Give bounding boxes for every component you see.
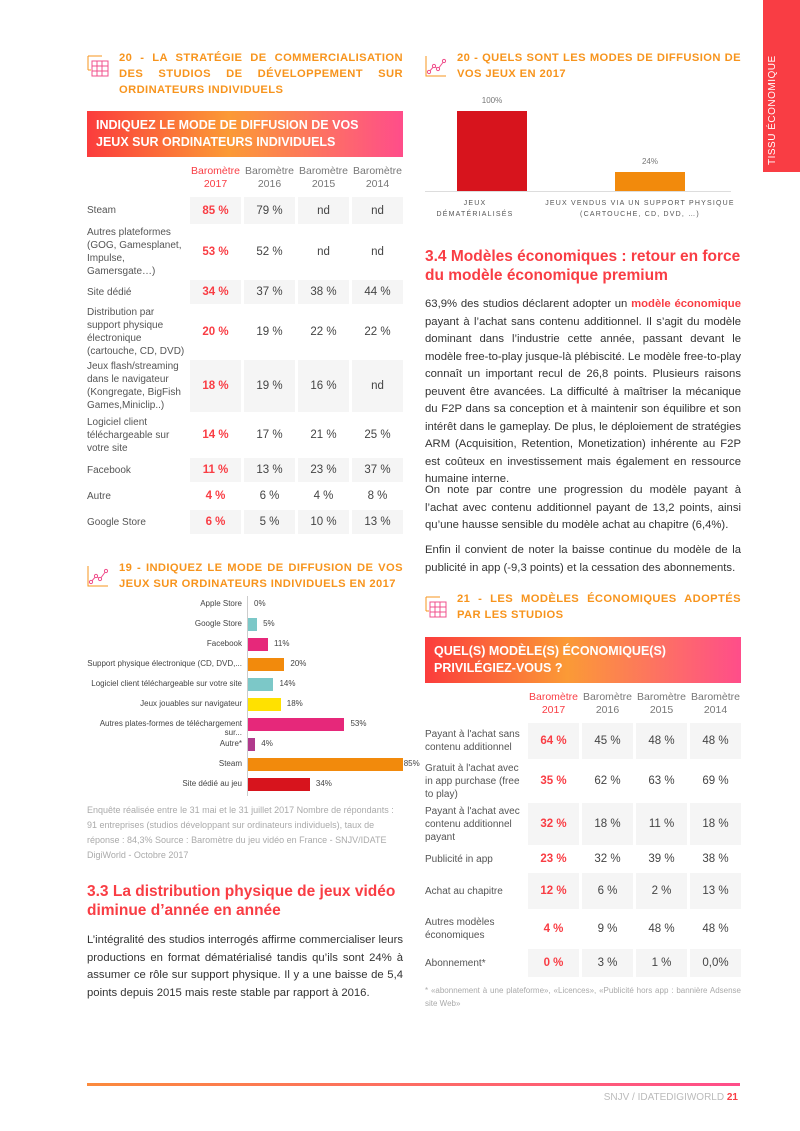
- category-label: JEUX VENDUS VIA UN SUPPORT PHYSIQUE (CARTOUCHE, CD, DVD, …): [545, 200, 735, 218]
- table-cell: nd: [317, 246, 330, 258]
- row-label: Payant à l'achat avec contenu additionnel payant: [425, 805, 520, 843]
- table-row: [87, 414, 403, 456]
- table-cell: 6 %: [190, 510, 241, 534]
- row-label: Steam: [87, 205, 116, 216]
- bar: [248, 678, 273, 691]
- table-row: [87, 226, 403, 278]
- table-cell: 6 %: [259, 490, 280, 502]
- table-cell: 35 %: [540, 775, 567, 787]
- table-cell: 3 %: [582, 949, 633, 977]
- chart-baseline: [425, 191, 731, 192]
- bar: [248, 718, 344, 731]
- figure-title: 21 - LES MODÈLES ÉCONOMIQUES ADOPTÉS PAR LES STUDIOS: [457, 593, 741, 621]
- figure-19-heading: [87, 560, 403, 592]
- column-header: Baromètre 2016: [582, 691, 633, 716]
- table-cell: 8 %: [367, 490, 388, 502]
- table-row: [87, 306, 403, 358]
- table-cell: 48 %: [702, 923, 729, 935]
- vertical-bar-chart: [425, 95, 735, 220]
- table-cell: 17 %: [256, 429, 283, 441]
- page-number: 21: [726, 1092, 738, 1103]
- figure-caption: Enquête réalisée entre le 31 mai et le 31 juillet 2017 Nombre de répondants : 91 entreprises (studios développant sur ordinateurs individuels), taux de réponse : 84,3% Source : Baromètre du jeu vidéo en France - SNJV/IDATE DigiWorld - Octobre 2017: [87, 805, 394, 860]
- row-label: Google Store: [87, 516, 146, 528]
- row-label: Achat au chapitre: [425, 885, 503, 897]
- table-row: [87, 484, 403, 508]
- bar-label: Jeux jouables sur navigateur: [140, 699, 242, 708]
- column-header: Baromètre 2017: [528, 691, 579, 716]
- table-row: [87, 510, 403, 534]
- bar-label: Steam: [218, 759, 242, 768]
- table-cell: 39 %: [648, 853, 675, 865]
- table-cell: 44 %: [352, 280, 403, 304]
- category-label: JEUX DÉMATÉRIALISÉS: [436, 200, 514, 218]
- figure-title: 20 - LA STRATÉGIE DE COMMERCIALISATION DES STUDIOS DE DÉVELOPPEMENT SUR ORDINATEURS INDIVIDUELS: [119, 52, 403, 96]
- section-heading-3-4: 3.4 Modèles économiques : retour en force du modèle économique premium: [425, 248, 741, 284]
- table-row: [425, 847, 741, 871]
- question-band: INDIQUEZ LE MODE DE DIFFUSION DE VOS JEUX SUR ORDINATEURS INDIVIDUELS: [87, 111, 403, 157]
- table-cell: 16 %: [298, 360, 349, 412]
- bar: [248, 658, 284, 671]
- side-tab-label: TISSU ÉCONOMIQUE: [767, 55, 778, 165]
- business-model-table: [422, 689, 744, 979]
- table-cell: 64 %: [528, 723, 579, 759]
- row-label: Abonnement*: [425, 957, 486, 969]
- highlight-text: modèle économique: [631, 298, 741, 310]
- text: 63,9% des studios déclarent adopter un: [425, 298, 632, 310]
- table-icon: [425, 595, 447, 619]
- table-cell: 19 %: [256, 326, 283, 338]
- table-cell: 6 %: [582, 873, 633, 909]
- section-paragraph: [425, 296, 741, 489]
- figure-title: 20 - QUELS SONT LES MODES DE DIFFUSION DE VOS JEUX EN 2017: [457, 52, 741, 80]
- bar-value-label: 4%: [261, 739, 273, 748]
- table-icon: [87, 54, 109, 78]
- row-label: Autre: [87, 490, 111, 502]
- table-row: [87, 458, 403, 482]
- bar-label: Site dédié au jeu: [182, 779, 242, 788]
- table-row: [425, 761, 741, 801]
- table-cell: 2 %: [636, 873, 687, 909]
- table-row: [87, 360, 403, 412]
- bar: [248, 738, 255, 751]
- table-cell: 23 %: [298, 458, 349, 482]
- table-cell: 0 %: [528, 949, 579, 977]
- table-cell: 37 %: [244, 280, 295, 304]
- column-header: Baromètre 2015: [636, 691, 687, 716]
- line-chart-icon: [425, 54, 447, 78]
- table-cell: 1 %: [636, 949, 687, 977]
- question-band: QUEL(S) MODÈLE(S) ÉCONOMIQUE(S) PRIVILÉGIEZ-VOUS ?: [425, 637, 741, 683]
- table-footnote: * «abonnement à une plateforme», «Licences», «Publicité hors app : bannière Adsense site Web»: [425, 986, 741, 1008]
- table-cell: 23 %: [540, 853, 567, 865]
- table-header-row: [87, 165, 403, 195]
- table-cell: 22 %: [364, 326, 391, 338]
- table-row: [425, 949, 741, 977]
- table-row: [425, 803, 741, 845]
- bar: [615, 172, 685, 191]
- bar-label: Apple Store: [200, 599, 242, 608]
- table-cell: 34 %: [190, 280, 241, 304]
- bar: [248, 758, 403, 771]
- table-cell: 48 %: [636, 723, 687, 759]
- figure-20-heading: [87, 50, 403, 98]
- table-cell: 9 %: [597, 923, 618, 935]
- table-cell: 62 %: [594, 775, 621, 787]
- table-cell: 20 %: [202, 326, 229, 338]
- table-cell: 63 %: [648, 775, 675, 787]
- section-paragraph: Enfin il convient de noter la baisse continue du modèle de la publicité in app (-9,3 points) et la cessation des abonnements.: [425, 544, 741, 574]
- bar-value-label: 5%: [263, 619, 275, 628]
- bar: [457, 111, 527, 191]
- table-row: [425, 911, 741, 947]
- column-header: Baromètre 2014: [352, 165, 403, 190]
- table-row: [425, 723, 741, 759]
- table-cell: 52 %: [256, 246, 283, 258]
- table-cell: 4 %: [205, 490, 226, 502]
- row-label: Jeux flash/streaming dans le navigateur (Kongregate, BigFish Games,Miniclip..): [87, 361, 181, 411]
- table-cell: 32 %: [594, 853, 621, 865]
- row-label: Autres plateformes (GOG, Gamesplanet, Impulse, Gamersgate…): [87, 227, 182, 277]
- header-blank: [425, 691, 525, 721]
- bar-value-label: 24%: [641, 156, 658, 166]
- bar-label: Autre*: [219, 739, 242, 748]
- table-header-row: [425, 691, 741, 721]
- column-header: Baromètre 2017: [190, 165, 241, 190]
- section-heading-3-3: 3.3 La distribution physique de jeux vidéo diminue d’année en année: [87, 883, 396, 919]
- table-cell: 0,0%: [690, 949, 741, 977]
- table-row: [87, 280, 403, 304]
- column-header: Baromètre 2014: [690, 691, 741, 716]
- table-cell: 4 %: [543, 923, 564, 935]
- bar: [248, 778, 310, 791]
- table-cell: 10 %: [298, 510, 349, 534]
- column-header: Baromètre 2015: [298, 165, 349, 190]
- table-cell: 13 %: [690, 873, 741, 909]
- bar-label: Autres plates-formes de téléchargement sur...: [99, 719, 242, 737]
- table-cell: 18 %: [690, 803, 741, 845]
- table-cell: 11 %: [636, 803, 687, 845]
- row-label: Site dédié: [87, 286, 132, 298]
- line-chart-icon: [87, 564, 109, 588]
- figure-21-heading: [425, 591, 741, 623]
- table-cell: 79 %: [244, 197, 295, 224]
- bar-value-label: 0%: [254, 599, 266, 608]
- table-cell: 45 %: [582, 723, 633, 759]
- bar-label: Logiciel client téléchargeable sur votre site: [91, 679, 242, 688]
- table-cell: 18 %: [582, 803, 633, 845]
- text: payant à l’achat sans contenu additionnel. Il s’agit du modèle dominant dans l’industrie cette année, passant devant le modèle free-to-play jusque-là plébiscité. Le modèle free-to-play connaît un important recul de 26,8 points. Plusieurs raisons peuvent être avancées. La difficulté à maîtriser la mécanique du F2P dans sa conception et à maintenir son équilibre et son intérêt dans le gameplay. De plus, le déploiement de stratégies ARM (Acquisition, Retention, Monetization) inhérente au F2P est coûteux en investissement mais également en ressource humaine interne.: [425, 315, 741, 485]
- table-row: [87, 197, 403, 224]
- table-cell: 48 %: [690, 723, 741, 759]
- row-label: Distribution par support physique électronique (cartouche, CD, DVD): [87, 307, 185, 357]
- section-paragraph: On note par contre une progression du modèle payant à l’achat avec contenu additionnel payant de 13,2 points, ainsi qu’une hausse sensible du modèle achat au chapitre (6,4%).: [425, 484, 741, 531]
- table-cell: 32 %: [528, 803, 579, 845]
- table-cell: 14 %: [202, 429, 229, 441]
- table-cell: 11 %: [190, 458, 241, 482]
- bar-label: Support physique électronique (CD, DVD,...: [87, 659, 242, 668]
- row-label: Publicité in app: [425, 853, 493, 865]
- table-cell: 13 %: [352, 510, 403, 534]
- bar-value-label: 20%: [290, 659, 307, 668]
- column-header: Baromètre 2016: [244, 165, 295, 190]
- row-label: Autres modèles économiques: [425, 917, 495, 941]
- bar-value-label: 100%: [481, 96, 503, 105]
- figure-20-right-heading: [425, 50, 741, 82]
- table-cell: 38 %: [298, 280, 349, 304]
- table-cell: 4 %: [313, 490, 334, 502]
- table-cell: 22 %: [310, 326, 337, 338]
- table-cell: 19 %: [244, 360, 295, 412]
- table-cell: 37 %: [352, 458, 403, 482]
- table-row: [425, 873, 741, 909]
- figure-title: 19 - INDIQUEZ LE MODE DE DIFFUSION DE VOS JEUX SUR ORDINATEURS INDIVIDUELS EN 2017: [119, 562, 403, 590]
- table-cell: nd: [298, 197, 349, 224]
- table-cell: 18 %: [190, 360, 241, 412]
- bar-label: Google Store: [194, 619, 242, 628]
- table-cell: 69 %: [702, 775, 729, 787]
- row-label: Gratuit à l'achat avec in app purchase (free to play): [425, 762, 520, 800]
- table-cell: 21 %: [310, 429, 337, 441]
- header-blank: [87, 165, 187, 195]
- footer-source: SNJV / IDATEDIGIWORLD: [603, 1092, 725, 1103]
- row-label: Facebook: [87, 464, 131, 476]
- table-cell: 13 %: [244, 458, 295, 482]
- distribution-table: [84, 163, 406, 536]
- section-paragraph: L’intégralité des studios interrogés affirme commercialiser leurs productions en format dématérialisé tandis qu’ils sont 24% à assumer ce rôle sur support physique. Il y a une baisse de 5,4 points depuis 2015 mais reste stable par rapport à 2016.: [87, 934, 403, 999]
- table-cell: nd: [352, 360, 403, 412]
- table-cell: 25 %: [364, 429, 391, 441]
- horizontal-bar-chart: [87, 596, 427, 796]
- bar-value-label: 34%: [315, 779, 332, 788]
- bar: [248, 618, 257, 631]
- bar: [248, 698, 281, 711]
- table-cell: 38 %: [702, 853, 729, 865]
- bar-value-label: 85%: [403, 759, 420, 768]
- table-cell: nd: [352, 197, 403, 224]
- row-label: Logiciel client téléchargeable sur votre site: [87, 416, 170, 454]
- table-cell: 85 %: [190, 197, 241, 224]
- bar-value-label: 14%: [279, 679, 296, 688]
- table-cell: 48 %: [648, 923, 675, 935]
- table-cell: 5 %: [244, 510, 295, 534]
- bar: [248, 638, 268, 651]
- footer: [604, 1092, 738, 1103]
- section-side-tab: [763, 0, 800, 172]
- table-cell: 53 %: [202, 246, 229, 258]
- bar-value-label: 53%: [350, 719, 367, 728]
- bar-label: Facebook: [206, 639, 242, 648]
- footer-rule: [87, 1083, 740, 1086]
- bar-value-label: 11%: [274, 639, 290, 648]
- table-cell: 12 %: [528, 873, 579, 909]
- table-cell: nd: [371, 246, 384, 258]
- row-label: Payant à l'achat sans contenu additionnel: [425, 729, 520, 753]
- bar-value-label: 18%: [286, 699, 303, 708]
